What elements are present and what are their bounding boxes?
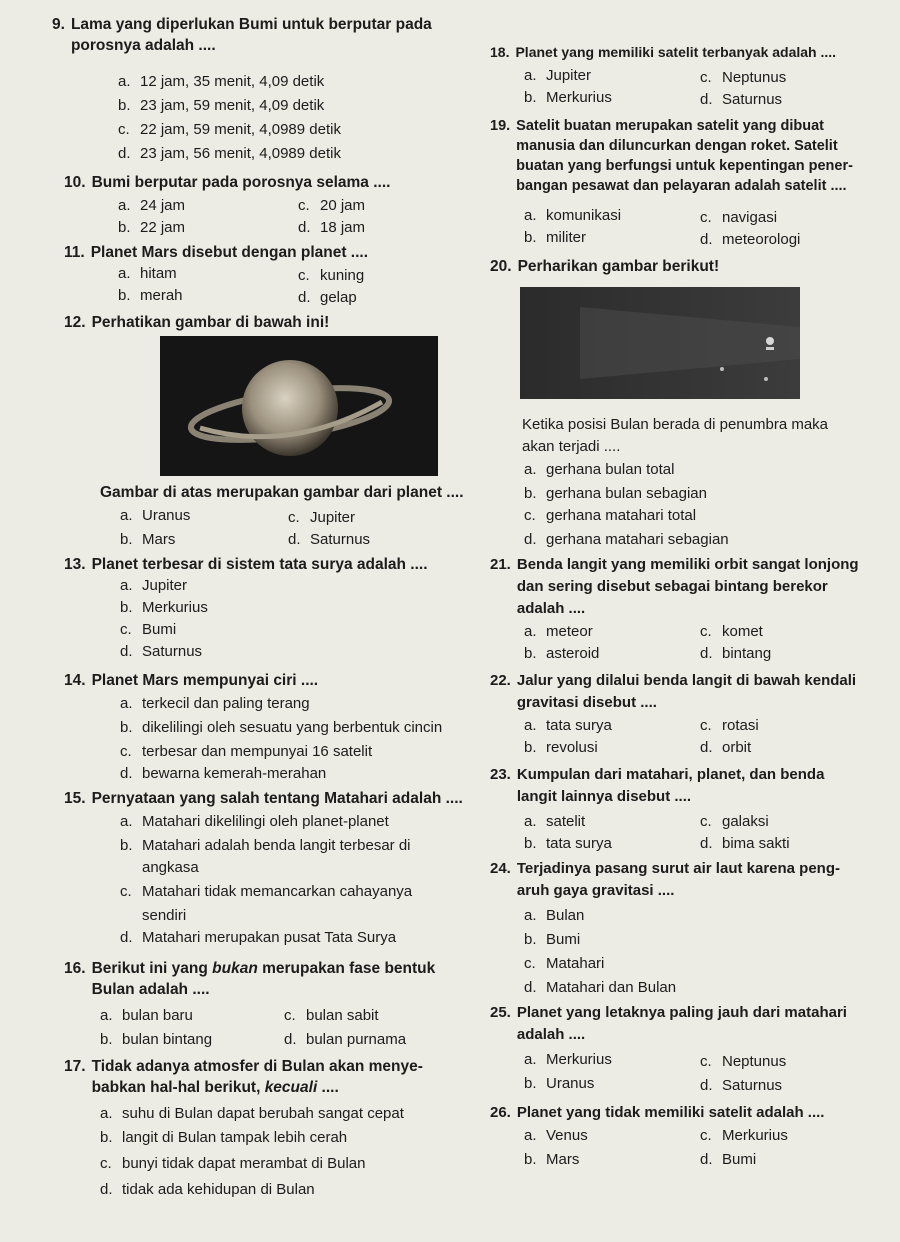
option-18b[interactable]: b. Merkurius <box>524 89 612 106</box>
option-22c[interactable]: c. rotasi <box>700 717 759 734</box>
option-13a[interactable]: a. Jupiter <box>120 577 188 594</box>
question-24: 24. Terjadinya pasang surut air laut karena peng- aruh gaya gravitasi .... <box>490 858 898 902</box>
question-number: 10. <box>64 174 86 191</box>
question-number: 9. <box>52 16 65 33</box>
option-14b[interactable]: b. dikelilingi oleh sesuatu yang berbentuk cincin <box>120 719 443 736</box>
question-19: 19. Satelit buatan merupakan satelit yang dibuat manusia dan diluncurkan dengan roket. Satelit buatan yang berfungsi untuk kepentingan pener- bangan pesawat dan pelayaran adalah satelit .... <box>490 118 853 194</box>
option-26a[interactable]: a. Venus <box>524 1127 588 1144</box>
question-number: 18. <box>490 44 510 60</box>
option-10b[interactable]: b. 22 jam <box>118 219 186 236</box>
option-17c[interactable]: c. bunyi tidak dapat merambat di Bulan <box>100 1155 366 1172</box>
option-19d[interactable]: d. meteorologi <box>700 231 801 248</box>
question-11: 11. Planet Mars disebut dengan planet .... <box>64 244 369 261</box>
option-25c[interactable]: c. Neptunus <box>700 1053 787 1070</box>
option-21a[interactable]: a. meteor <box>524 623 593 640</box>
option-19a[interactable]: a. komunikasi <box>524 207 622 224</box>
option-24d[interactable]: d. Matahari dan Bulan <box>524 979 677 996</box>
option-17d[interactable]: d. tidak ada kehidupan di Bulan <box>100 1181 315 1198</box>
option-16b[interactable]: b. bulan bintang <box>100 1031 213 1048</box>
option-18c[interactable]: c. Neptunus <box>700 69 787 86</box>
question-17: 17. Tidak adanya atmosfer di Bulan akan menye- babkan hal-hal berikut, kecuali .... <box>64 1058 423 1096</box>
option-20c[interactable]: c. gerhana matahari total <box>524 507 697 524</box>
question-number: 12. <box>64 314 86 331</box>
question-number: 26. <box>490 1104 511 1121</box>
question-20: 20. Perharikan gambar berikut! <box>490 258 720 275</box>
question-22: 22. Jalur yang dilalui benda langit di bawah kendali gravitasi disebut .... <box>490 670 898 714</box>
option-23d[interactable]: d. bima sakti <box>700 835 790 852</box>
question-14: 14. Planet Mars mempunyai ciri .... <box>64 672 319 689</box>
option-13c[interactable]: c. Bumi <box>120 621 177 638</box>
saturn-image <box>160 336 438 476</box>
question-10: 10. Bumi berputar pada porosnya selama .... <box>64 174 391 191</box>
option-15b[interactable]: b. Matahari adalah benda langit terbesar di <box>120 837 411 854</box>
option-18d[interactable]: d. Saturnus <box>700 91 783 108</box>
question-number: 17. <box>64 1058 86 1075</box>
option-11b[interactable]: b. merah <box>118 287 183 304</box>
question-18: 18. Planet yang memiliki satelit terbanyak adalah .... <box>490 42 894 63</box>
question-25: 25. Planet yang letaknya paling jauh dari matahari adalah .... <box>490 1002 900 1046</box>
option-13d[interactable]: d. Saturnus <box>120 643 203 660</box>
option-22a[interactable]: a. tata surya <box>524 717 612 734</box>
option-12b[interactable]: b. Mars <box>120 531 176 548</box>
option-21b[interactable]: b. asteroid <box>524 645 600 662</box>
question-number: 13. <box>64 556 86 573</box>
option-11a[interactable]: a. hitam <box>118 265 177 282</box>
question-13: 13. Planet terbesar di sistem tata surya adalah .... <box>64 556 428 573</box>
option-16d[interactable]: d. bulan purnama <box>284 1031 407 1048</box>
option-9c[interactable]: c. 22 jam, 59 menit, 4,0989 detik <box>118 121 341 138</box>
option-25a[interactable]: a. Merkurius <box>524 1051 612 1068</box>
option-23b[interactable]: b. tata surya <box>524 835 612 852</box>
option-23a[interactable]: a. satelit <box>524 813 586 830</box>
option-19b[interactable]: b. militer <box>524 229 586 246</box>
option-24b[interactable]: b. Bumi <box>524 931 581 948</box>
question-number: 25. <box>490 1004 511 1021</box>
option-21d[interactable]: d. bintang <box>700 645 772 662</box>
option-25d[interactable]: d. Saturnus <box>700 1077 783 1094</box>
question-12-prompt: Gambar di atas merupakan gambar dari planet .... <box>100 484 464 501</box>
option-11c[interactable]: c. kuning <box>298 267 365 284</box>
option-15a[interactable]: a. Matahari dikelilingi oleh planet-planet <box>120 813 389 830</box>
option-24c[interactable]: c. Matahari <box>524 955 605 972</box>
question-12: 12. Perhatikan gambar di bawah ini! <box>64 314 330 331</box>
option-9b[interactable]: b. 23 jam, 59 menit, 4,09 detik <box>118 97 325 114</box>
option-10a[interactable]: a. 24 jam <box>118 197 186 214</box>
question-number: 16. <box>64 960 86 977</box>
option-12a[interactable]: a. Uranus <box>120 507 191 524</box>
option-20d[interactable]: d. gerhana matahari sebagian <box>524 531 729 548</box>
question-16: 16. Berikut ini yang bukan merupakan fase bentuk Bulan adalah .... <box>64 960 436 998</box>
option-21c[interactable]: c. komet <box>700 623 763 640</box>
option-17b[interactable]: b. langit di Bulan tampak lebih cerah <box>100 1129 348 1146</box>
option-13b[interactable]: b. Merkurius <box>120 599 208 616</box>
option-26d[interactable]: d. Bumi <box>700 1151 757 1168</box>
question-9: 9. Lama yang diperlukan Bumi untuk berputar pada porosnya adalah .... <box>52 16 432 54</box>
option-20a[interactable]: a. gerhana bulan total <box>524 461 675 478</box>
question-20-prompt: Ketika posisi Bulan berada di penumbra maka akan terjadi .... <box>522 416 829 455</box>
option-14d[interactable]: d. bewarna kemerah-merahan <box>120 765 327 782</box>
option-18a[interactable]: a. Jupiter <box>524 67 592 84</box>
option-15b-cont: angkasa <box>142 859 199 876</box>
question-number: 23. <box>490 766 511 783</box>
question-15: 15. Pernyataan yang salah tentang Matahari adalah .... <box>64 790 463 807</box>
option-22d[interactable]: d. orbit <box>700 739 752 756</box>
option-14a[interactable]: a. terkecil dan paling terang <box>120 695 310 712</box>
eclipse-diagram-image <box>520 287 800 399</box>
question-number: 15. <box>64 790 86 807</box>
option-24a[interactable]: a. Bulan <box>524 907 585 924</box>
option-10d[interactable]: d. 18 jam <box>298 219 366 236</box>
option-15c[interactable]: c. Matahari tidak memancarkan cahayanya <box>120 883 413 900</box>
option-10c[interactable]: c. 20 jam <box>298 197 366 214</box>
question-number: 24. <box>490 860 511 877</box>
question-21: 21. Benda langit yang memiliki orbit sangat lonjong dan sering disebut sebagai bintang berekor adalah .... <box>490 554 898 620</box>
option-16c[interactable]: c. bulan sabit <box>284 1007 379 1024</box>
option-19c[interactable]: c. navigasi <box>700 209 778 226</box>
option-15d[interactable]: d. Matahari merupakan pusat Tata Surya <box>120 929 397 946</box>
option-9d[interactable]: d. 23 jam, 56 menit, 4,0989 detik <box>118 145 341 162</box>
option-23c[interactable]: c. galaksi <box>700 813 769 830</box>
question-number: 22. <box>490 672 511 689</box>
question-number: 14. <box>64 672 86 689</box>
option-11d[interactable]: d. gelap <box>298 289 357 306</box>
question-number: 19. <box>490 118 511 134</box>
option-20b[interactable]: b. gerhana bulan sebagian <box>524 485 707 502</box>
option-12c[interactable]: c. Jupiter <box>288 509 356 526</box>
question-number: 11. <box>64 244 85 261</box>
option-25b[interactable]: b. Uranus <box>524 1075 595 1092</box>
option-26b[interactable]: b. Mars <box>524 1151 580 1168</box>
option-16a[interactable]: a. bulan baru <box>100 1007 193 1024</box>
question-number: 21. <box>490 556 511 573</box>
option-26c[interactable]: c. Merkurius <box>700 1127 788 1144</box>
option-15c-cont: sendiri <box>142 907 187 924</box>
question-23: 23. Kumpulan dari matahari, planet, dan benda langit lainnya disebut .... <box>490 764 898 808</box>
option-22b[interactable]: b. revolusi <box>524 739 598 756</box>
option-14c[interactable]: c. terbesar dan mempunyai 16 satelit <box>120 743 373 760</box>
option-12d[interactable]: d. Saturnus <box>288 531 371 548</box>
question-26: 26. Planet yang tidak memiliki satelit adalah .... <box>490 1102 900 1124</box>
option-9a[interactable]: a. 12 jam, 35 menit, 4,09 detik <box>118 73 325 90</box>
question-number: 20. <box>490 258 512 275</box>
option-17a[interactable]: a. suhu di Bulan dapat berubah sangat cepat <box>100 1105 404 1122</box>
